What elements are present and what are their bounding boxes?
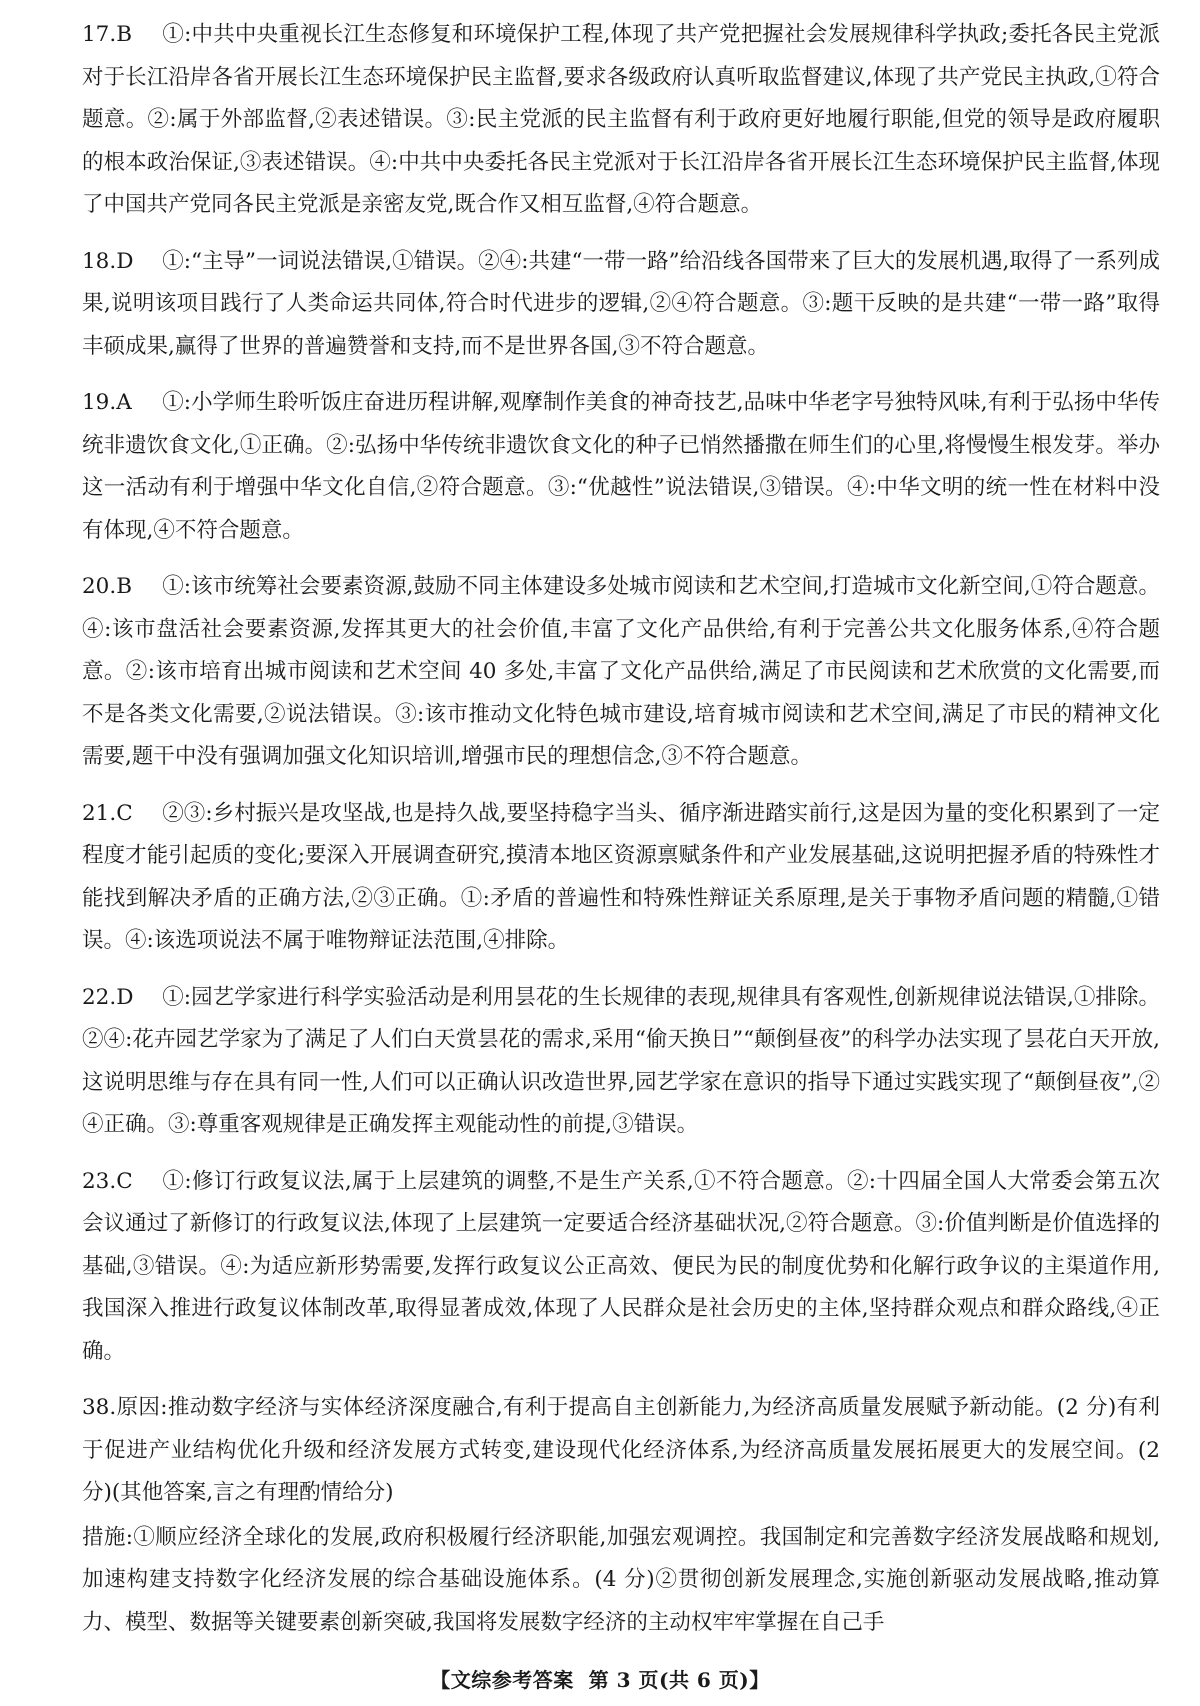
answer-choice: B [116, 574, 133, 599]
explanation-text: ①:园艺学家进行科学实验活动是利用昙花的生长规律的表现,规律具有客观性,创新规律说法错误,①排除。②④:花卉园艺学家为了满足了人们白天赏昙花的需求,采用“偷天换日”“颠倒昼夜”的科学办法实现了昙花白天开放,这说明思维与存在具有同一性,人们可以正确认识改造世界,园艺学家在意识的指导下通过实践实现了“颠倒昼夜”,②④正确。③:尊重客观规律是正确发挥主观能动性的前提,③错误。 [82, 984, 1160, 1137]
answer-paragraph [82, 793, 1160, 963]
answer-choice: C [116, 1168, 133, 1194]
answer-item-21 [82, 793, 1160, 963]
footer-label: 【文综参考答案 [430, 1668, 574, 1692]
question-number: 19. [82, 390, 117, 415]
answer-choice: A [116, 390, 132, 415]
explanation-text: ①:该市统筹社会要素资源,鼓励不同主体建设多处城市阅读和艺术空间,打造城市文化新空间,①符合题意。④:该市盘活社会要素资源,发挥其更大的社会价值,丰富了文化产品供给,有利于完善公共文化服务体系,④符合题意。②:该市培育出城市阅读和艺术空间 40 多处,丰富了文化产品供给,满足了市民阅读和艺术欣赏的文化需要,而不是各类文化需要,②说法错误。③:该市推动文化特色城市建设,培育城市阅读和艺术空间,满足了市民的精神文化需要,题干中没有强调加强文化知识培训,增强市民的理想信念,③不符合题意。 [82, 574, 1160, 769]
answer-paragraph [82, 382, 1160, 552]
question-number: 20. [82, 574, 117, 599]
answer-choice: D [116, 248, 134, 274]
question-number: 21. [82, 800, 117, 826]
question-number: 22. [82, 984, 117, 1010]
answer-item-19 [82, 382, 1160, 552]
answer-paragraph [82, 977, 1160, 1147]
answer-paragraph-measures [82, 1517, 1160, 1645]
explanation-text: ①:小学师生聆听饭庄奋进历程讲解,观摩制作美食的神奇技艺,品味中华老字号独特风味,有利于弘扬中华传统非遗饮食文化,①正确。②:弘扬中华传统非遗饮食文化的种子已悄然播撒在师生们的心里,将慢慢生根发芽。举办这一活动有利于增强中华文化自信,②符合题意。③:“优越性”说法错误,③错误。④:中华文明的统一性在材料中没有体现,④不符合题意。 [82, 390, 1160, 543]
answer-choice: B [116, 22, 133, 47]
measures-text: 措施:①顺应经济全球化的发展,政府积极履行经济职能,加强宏观调控。我国制定和完善数字经济发展战略和规划,加速构建支持数字化经济发展的综合基础设施体系。(4 分)②贯彻创新发展理念,实施创新驱动发展战略,推动算力、模型、数据等关键要素创新突破,我国将发展数字经济的主动权牢牢掌握在自己手 [82, 1524, 1160, 1635]
answer-item-18 [82, 241, 1160, 369]
answer-item-23 [82, 1161, 1160, 1374]
footer-page-number: 第 3 页(共 6 页)】 [588, 1668, 770, 1692]
question-number: 38. [82, 1395, 117, 1420]
question-number: 18. [82, 248, 117, 274]
answer-item-17 [82, 14, 1160, 227]
answer-item-20 [82, 566, 1160, 779]
answer-list [82, 14, 1160, 1658]
explanation-text: ①:修订行政复议法,属于上层建筑的调整,不是生产关系,①不符合题意。②:十四届全国人大常委会第五次会议通过了新修订的行政复议法,体现了上层建筑一定要适合经济基础状况,②符合题意。③:价值判断是价值选择的基础,③错误。④:为适应新形势需要,发挥行政复议公正高效、便民为民的制度优势和化解行政争议的主渠道作用,我国深入推进行政复议体制改革,取得显著成效,体现了人民群众是社会历史的主体,坚持群众观点和群众路线,④正确。 [82, 1168, 1160, 1364]
answer-paragraph [82, 14, 1160, 227]
explanation-text: 原因:推动数字经济与实体经济深度融合,有利于提高自主创新能力,为经济高质量发展赋予新动能。(2 分)有利于促进产业结构优化升级和经济发展方式转变,建设现代化经济体系,为经济高质量发展拓展更大的发展空间。(2 分)(其他答案,言之有理酌情给分) [82, 1395, 1160, 1505]
explanation-text: ①:“主导”一词说法错误,①错误。②④:共建“一带一路”给沿线各国带来了巨大的发展机遇,取得了一系列成果,说明该项目践行了人类命运共同体,符合时代进步的逻辑,②④符合题意。③:题干反映的是共建“一带一路”取得丰硕成果,赢得了世界的普遍赞誉和支持,而不是世界各国,③不符合题意。 [82, 248, 1160, 359]
page-footer [0, 1664, 1200, 1693]
question-number: 17. [82, 22, 117, 47]
explanation-text: ①:中共中央重视长江生态修复和环境保护工程,体现了共产党把握社会发展规律科学执政;委托各民主党派对于长江沿岸各省开展长江生态环境保护民主监督,要求各级政府认真听取监督建议,体现了共产党民主执政,①符合题意。②:属于外部监督,②表述错误。③:民主党派的民主监督有利于政府更好地履行职能,但党的领导是政府履职的根本政治保证,③表述错误。④:中共中央委托各民主党派对于长江沿岸各省开展长江生态环境保护民主监督,体现了中国共产党同各民主党派是亲密友党,既合作又相互监督,④符合题意。 [82, 22, 1160, 217]
question-number: 23. [82, 1168, 117, 1194]
answer-item-38 [82, 1387, 1160, 1644]
answer-paragraph [82, 566, 1160, 779]
answer-choice: D [116, 984, 134, 1010]
answer-paragraph [82, 241, 1160, 369]
answer-choice: C [116, 800, 133, 826]
answer-paragraph [82, 1387, 1160, 1515]
explanation-text: ②③:乡村振兴是攻坚战,也是持久战,要坚持稳字当头、循序渐进踏实前行,这是因为量的变化积累到了一定程度才能引起质的变化;要深入开展调查研究,摸清本地区资源禀赋条件和产业发展基础,这说明把握矛盾的特殊性才能找到解决矛盾的正确方法,②③正确。①:矛盾的普遍性和特殊性辩证关系原理,是关于事物矛盾问题的精髓,①错误。④:该选项说法不属于唯物辩证法范围,④排除。 [82, 800, 1160, 953]
answer-paragraph [82, 1161, 1160, 1374]
answer-item-22 [82, 977, 1160, 1147]
